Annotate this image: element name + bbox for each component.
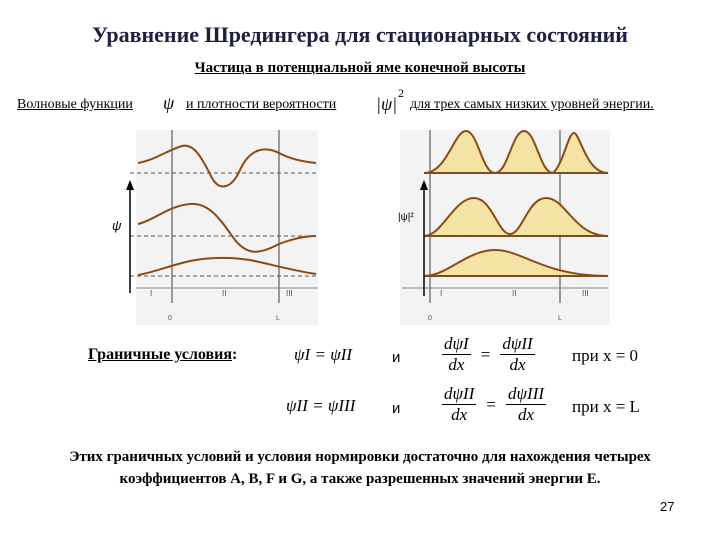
- psi-symbol: ψ: [163, 93, 175, 113]
- equals-sign: =: [480, 344, 491, 364]
- derivative-numerator: dψII: [444, 384, 475, 403]
- region-label-1: I: [440, 289, 443, 298]
- derivative-denominator: dx: [509, 355, 526, 374]
- tick-zero: 0: [428, 315, 432, 322]
- and-word-2: и: [392, 400, 401, 417]
- probability-text: и плотности вероятности: [186, 97, 337, 112]
- levels-text: для трех самых низких уровней энергии.: [410, 97, 654, 112]
- region-label-2: II: [512, 289, 517, 298]
- tick-L: L: [558, 315, 562, 322]
- continuity-eq-2: ψII = ψIII: [286, 396, 356, 415]
- tick-zero: 0: [168, 315, 172, 322]
- wavefunctions-text: Волновые функции: [17, 97, 133, 112]
- condition-xL: при x = L: [572, 397, 640, 416]
- y-axis-arrow: [126, 180, 134, 190]
- condition-x0: при x = 0: [572, 346, 639, 365]
- derivative-numerator: dψIII: [507, 384, 545, 403]
- continuity-eq-1: ψI = ψII: [294, 345, 353, 364]
- region-label-2: II: [222, 289, 227, 298]
- psi-axis-label: ψ: [112, 218, 122, 233]
- abs-psi-squared-axis-label: |ψ|²: [398, 212, 414, 223]
- derivative-denominator: dx: [517, 405, 535, 424]
- abs-psi-symbol: |ψ|: [376, 94, 398, 114]
- and-word-1: и: [392, 349, 401, 366]
- derivative-numerator: dψII: [502, 334, 533, 353]
- probability-density-plot: [392, 128, 612, 328]
- derivative-eq-1: [442, 334, 535, 375]
- equals-sign: =: [486, 394, 496, 414]
- conclusion-text: Этих граничных условий и условия нормировки достаточно для нахождения четырех коэффициентов A, B, F и G, а также разрешенных значений энергии E.: [69, 449, 651, 487]
- page-number: 27: [660, 499, 675, 514]
- slide-subtitle: Частица в потенциальной яме конечной высоты: [194, 60, 526, 76]
- slide-title: Уравнение Шредингера для стационарных состояний: [92, 22, 628, 47]
- derivative-numerator: dψI: [444, 334, 469, 353]
- derivative-denominator: dx: [451, 405, 468, 424]
- derivative-eq-2: [442, 384, 546, 425]
- square-exponent: 2: [398, 86, 404, 100]
- boundary-conditions-label: Граничные условия:: [88, 346, 238, 363]
- region-label-3: III: [582, 289, 589, 298]
- wavefunction-plot: [110, 128, 320, 328]
- region-label-1: I: [150, 289, 153, 298]
- region-label-3: III: [286, 289, 293, 298]
- tick-L: L: [276, 315, 280, 322]
- derivative-denominator: dx: [448, 355, 465, 374]
